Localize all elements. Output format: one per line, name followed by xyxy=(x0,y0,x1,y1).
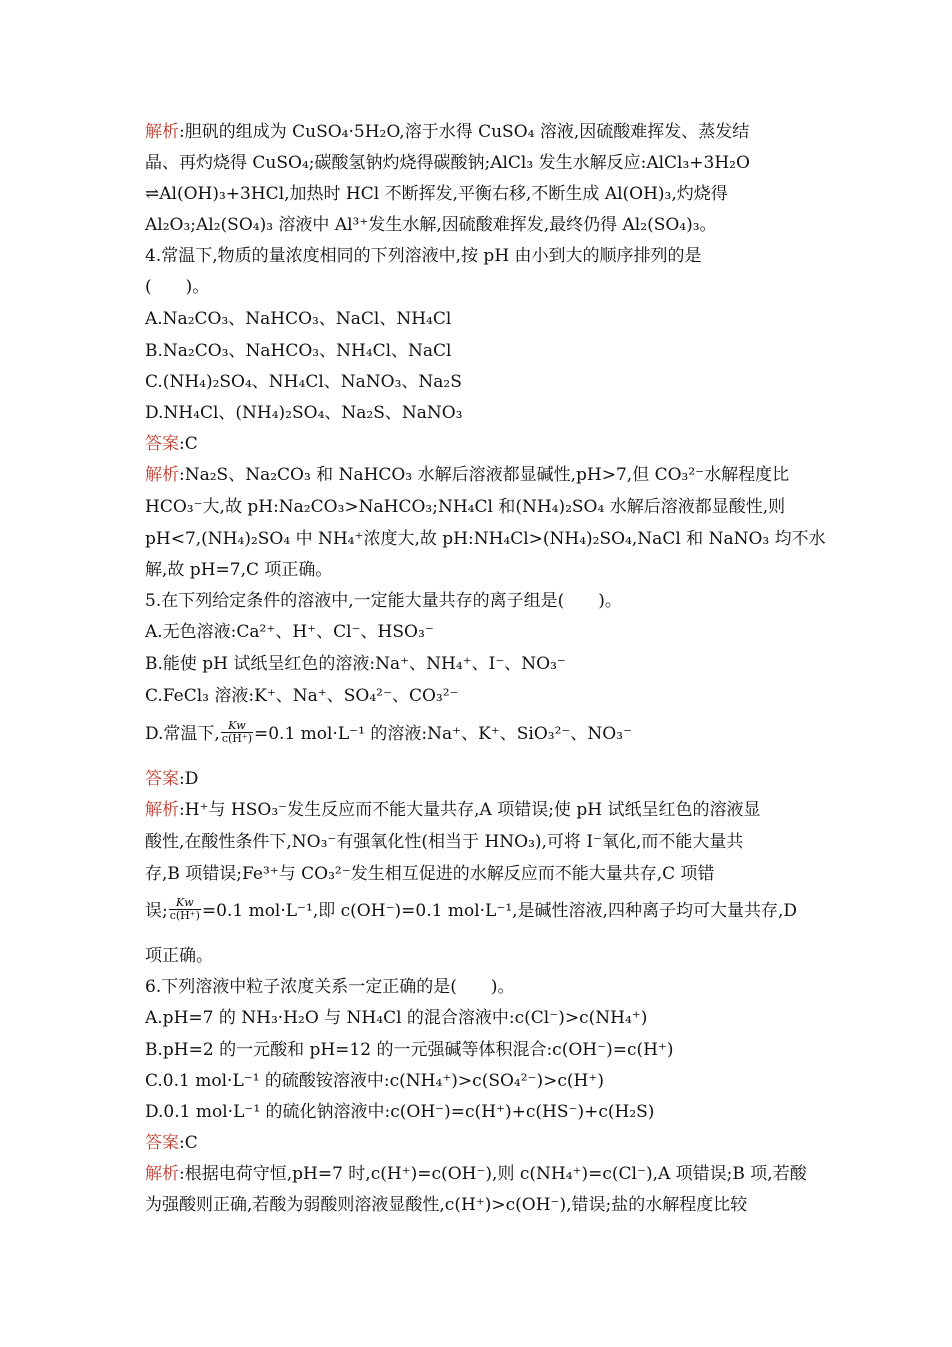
question-4-option-d: D.NH₄Cl、(NH₄)₂SO₄、Na₂S、NaNO₃ xyxy=(145,403,463,423)
question-6-option-d: D.0.1 mol·L⁻¹ 的硫化钠溶液中:c(OH⁻)=c(H⁺)+c(HS⁻)+c(H₂S) xyxy=(145,1102,655,1122)
fraction-kw: $\frac{Kw}{c(H^+)}$ xyxy=(169,896,200,922)
text-line: 项正确。 xyxy=(145,946,213,966)
text-line: 酸性,在酸性条件下,NO₃⁻有强氧化性(相当于 HNO₃),可将 I⁻氧化,而不能大量共 xyxy=(145,832,744,852)
label-jiexi: 解析 xyxy=(145,465,179,485)
text-line: pH<7,(NH₄)₂SO₄ 中 NH₄⁺浓度大,故 pH:NH₄Cl>(NH₄)₂SO₄,NaCl 和 NaNO₃ 均不水 xyxy=(145,529,826,549)
question-5-option-b: B.能使 pH 试纸呈红色的溶液:Na⁺、NH₄⁺、I⁻、NO₃⁻ xyxy=(145,654,566,674)
question-5-option-a: A.无色溶液:Ca²⁺、H⁺、Cl⁻、HSO₃⁻ xyxy=(145,622,434,642)
question-4-option-b: B.Na₂CO₃、NaHCO₃、NH₄Cl、NaCl xyxy=(145,341,452,361)
text-line: 为强酸则正确,若酸为弱酸则溶液显酸性,c(H⁺)>c(OH⁻),错误;盐的水解程度比较 xyxy=(145,1195,748,1215)
fraction-kw: $\frac{Kw}{c(H^+)}$ xyxy=(221,719,252,745)
text-line: 解析:胆矾的组成为 CuSO₄·5H₂O,溶于水得 CuSO₄ 溶液,因硫酸难挥发、蒸发结 xyxy=(145,122,750,142)
label-jiexi: 解析 xyxy=(145,122,179,142)
text-line: 解,故 pH=7,C 项正确。 xyxy=(145,560,333,580)
question-4-option-c: C.(NH₄)₂SO₄、NH₄Cl、NaNO₃、Na₂S xyxy=(145,372,462,392)
question-4-blank: ( )。 xyxy=(145,277,210,297)
text-line: Al₂O₃;Al₂(SO₄)₃ 溶液中 Al³⁺发生水解,因硫酸难挥发,最终仍得 Al₂(SO₄)₃。 xyxy=(145,215,717,235)
label-jiexi: 解析 xyxy=(145,800,179,820)
question-6-option-a: A.pH=7 的 NH₃·H₂O 与 NH₄Cl 的混合溶液中:c(Cl⁻)>c(NH₄⁺) xyxy=(145,1008,648,1028)
text-line: 误; $\frac{Kw}{c(H^+)}$ =0.1 mol·L⁻¹,即 c(OH⁻)=0.1 mol·L⁻¹,是碱性溶液,四种离子均可大量共存,D xyxy=(145,896,797,922)
label-daan: 答案 xyxy=(145,434,179,454)
text-line: HCO₃⁻大,故 pH:Na₂CO₃>NaHCO₃;NH₄Cl 和(NH₄)₂SO₄ 水解后溶液都显酸性,则 xyxy=(145,497,786,517)
text-line: 存,B 项错误;Fe³⁺与 CO₃²⁻发生相互促进的水解反应而不能大量共存,C 项错 xyxy=(145,864,715,884)
question-6-stem: 6.下列溶液中粒子浓度关系一定正确的是( )。 xyxy=(145,977,515,997)
answer-4: 答案:C xyxy=(145,434,198,454)
answer-5: 答案:D xyxy=(145,769,199,789)
text-line: 晶、再灼烧得 CuSO₄;碳酸氢钠灼烧得碳酸钠;AlCl₃ 发生水解反应:AlCl₃+3H₂O xyxy=(145,153,750,173)
text-line: ⇌Al(OH)₃+3HCl,加热时 HCl 不断挥发,平衡右移,不断生成 Al(OH)₃,灼烧得 xyxy=(145,184,728,204)
label-daan: 答案 xyxy=(145,769,179,789)
text-line: 解析:Na₂S、Na₂CO₃ 和 NaHCO₃ 水解后溶液都显碱性,pH>7,但 CO₃²⁻水解程度比 xyxy=(145,465,790,485)
text-line: 解析:根据电荷守恒,pH=7 时,c(H⁺)=c(OH⁻),则 c(NH₄⁺)=c(Cl⁻),A 项错误;B 项,若酸 xyxy=(145,1164,807,1184)
question-4-option-a: A.Na₂CO₃、NaHCO₃、NaCl、NH₄Cl xyxy=(145,309,452,329)
question-6-option-c: C.0.1 mol·L⁻¹ 的硫酸铵溶液中:c(NH₄⁺)>c(SO₄²⁻)>c(H⁺) xyxy=(145,1071,604,1091)
label-daan: 答案 xyxy=(145,1133,179,1153)
question-6-option-b: B.pH=2 的一元酸和 pH=12 的一元强碱等体积混合:c(OH⁻)=c(H⁺) xyxy=(145,1040,674,1060)
question-5-option-c: C.FeCl₃ 溶液:K⁺、Na⁺、SO₄²⁻、CO₃²⁻ xyxy=(145,686,459,706)
answer-6: 答案:C xyxy=(145,1133,198,1153)
text-line: 解析:H⁺与 HSO₃⁻发生反应而不能大量共存,A 项错误;使 pH 试纸呈红色的溶液显 xyxy=(145,800,761,820)
question-4-stem: 4.常温下,物质的量浓度相同的下列溶液中,按 pH 由小到大的顺序排列的是 xyxy=(145,246,702,266)
question-5-option-d: D.常温下, $\frac{Kw}{c(H^+)}$ =0.1 mol·L⁻¹ 的溶液:Na⁺、K⁺、SiO₃²⁻、NO₃⁻ xyxy=(145,719,632,745)
label-jiexi: 解析 xyxy=(145,1164,179,1184)
question-5-stem: 5.在下列给定条件的溶液中,一定能大量共存的离子组是( )。 xyxy=(145,591,622,611)
